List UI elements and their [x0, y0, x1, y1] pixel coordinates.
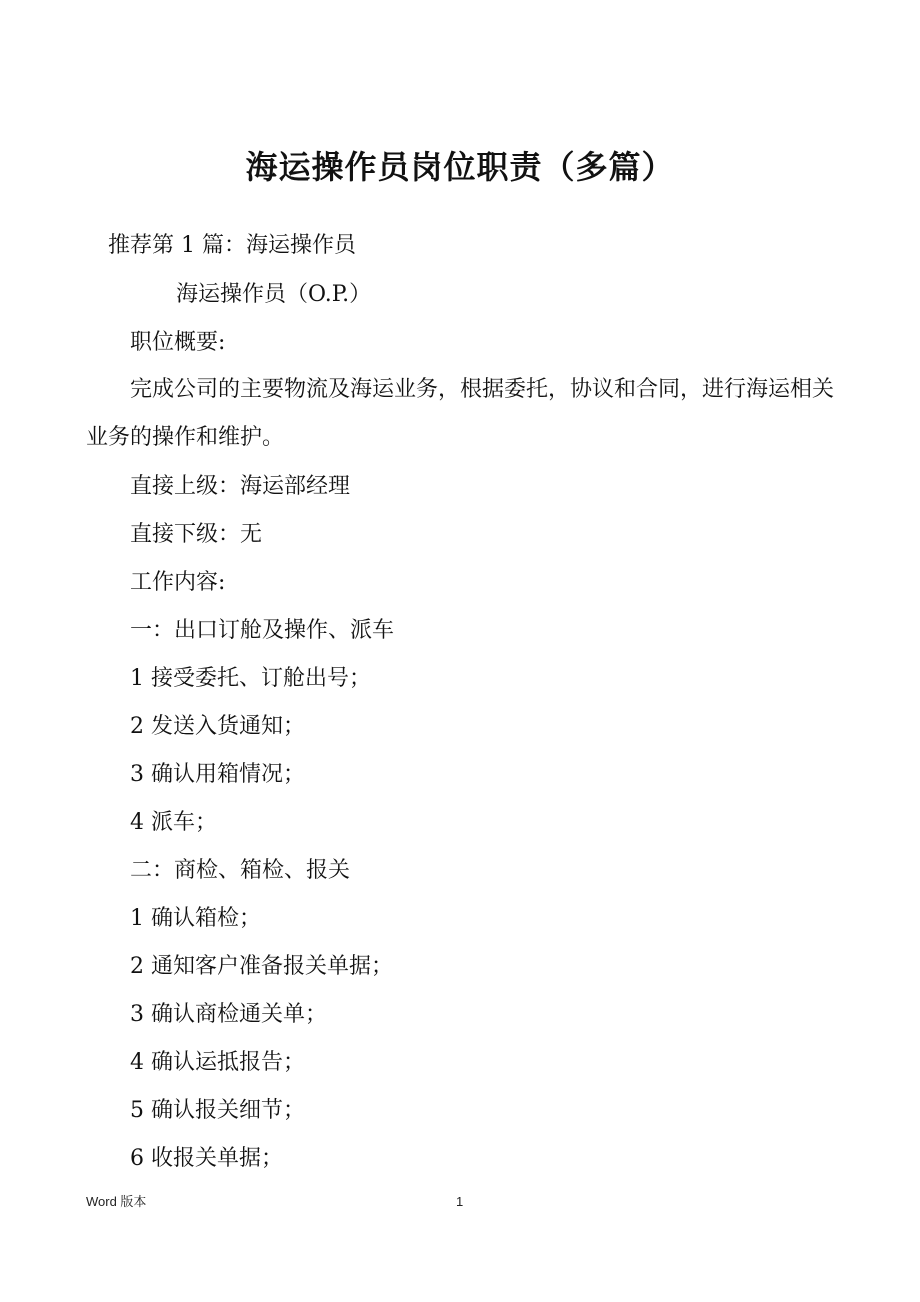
section-1-heading: 一：出口订舱及操作、派车: [130, 618, 395, 643]
page-title: 海运操作员岗位职责（多篇）: [245, 148, 675, 186]
page-number: 1: [456, 1194, 464, 1209]
overview-paragraph: 完成公司的主要物流及海运业务，根据委托，协议和合同，进行海运相关业务的操作和维护。: [86, 377, 835, 450]
list-item: 2 发送入货通知；: [130, 714, 305, 739]
recommend-heading: 推荐第 1 篇：海运操作员: [108, 233, 356, 258]
work-content-label: 工作内容:: [130, 570, 226, 595]
position-name: 海运操作员（O.P.）: [176, 282, 372, 307]
direct-superior: 直接上级：海运部经理: [130, 474, 351, 499]
list-item: 3 确认商检通关单；: [130, 1002, 327, 1027]
list-item: 6 收报关单据；: [130, 1146, 283, 1171]
list-item: 1 确认箱检；: [130, 906, 261, 931]
list-item: 3 确认用箱情况；: [130, 762, 305, 787]
list-item: 1 接受委托、订舱出号；: [130, 666, 371, 691]
list-item: 2 通知客户准备报关单据；: [130, 954, 393, 979]
direct-subordinate: 直接下级：无: [130, 522, 263, 547]
list-item: 5 确认报关细节；: [130, 1098, 305, 1123]
overview-label: 职位概要:: [130, 330, 226, 355]
footer-left-text: Word 版本: [86, 1194, 147, 1209]
list-item: 4 确认运抵报告；: [130, 1050, 305, 1075]
list-item: 4 派车；: [130, 810, 217, 835]
section-2-heading: 二：商检、箱检、报关: [130, 858, 351, 883]
